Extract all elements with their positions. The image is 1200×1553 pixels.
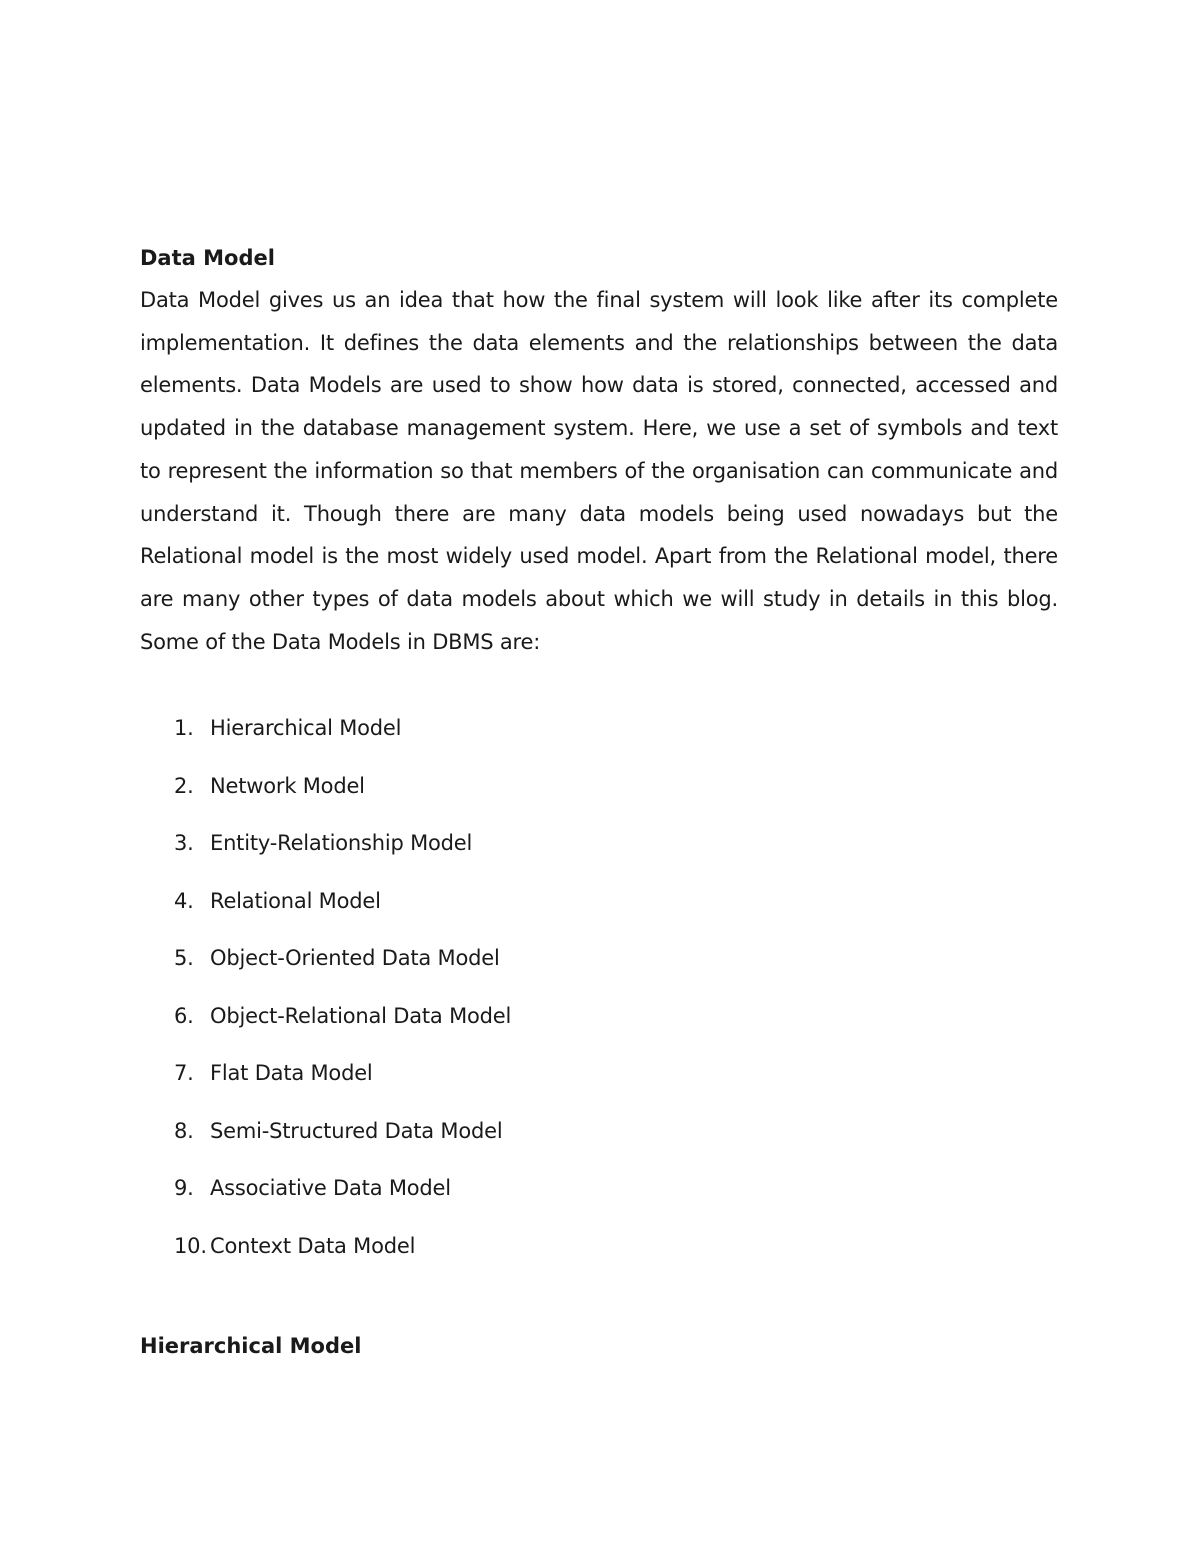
list-item-number: 2.: [174, 773, 194, 798]
list-item: [140, 713, 1058, 771]
list-item: [140, 1001, 1058, 1059]
list-item-label: Object-Oriented Data Model: [210, 946, 500, 971]
list-item: [140, 886, 1058, 944]
list-item-number: 8.: [174, 1118, 194, 1143]
document-body: [140, 243, 1058, 1361]
list-item-label: Network Model: [210, 773, 365, 798]
list-item: [140, 1173, 1058, 1231]
list-item-number: 3.: [174, 831, 194, 856]
list-item-label: Object-Relational Data Model: [210, 1003, 512, 1028]
list-item-label: Hierarchical Model: [210, 716, 402, 741]
list-item: [140, 1058, 1058, 1116]
list-item-number: 1.: [174, 716, 194, 741]
list-item-label: Relational Model: [210, 888, 381, 913]
list-item-number: 6.: [174, 1003, 194, 1028]
list-item-label: Context Data Model: [210, 1233, 416, 1258]
list-item-number: 10.: [174, 1233, 207, 1258]
data-model-list: [140, 713, 1058, 1288]
list-item: [140, 1116, 1058, 1174]
list-item: [140, 771, 1058, 829]
list-item-number: 7.: [174, 1061, 194, 1086]
list-item: [140, 828, 1058, 886]
list-item: [140, 943, 1058, 1001]
list-item: [140, 1231, 1058, 1289]
list-item-label: Associative Data Model: [210, 1176, 451, 1201]
list-item-number: 4.: [174, 888, 194, 913]
list-item-label: Flat Data Model: [210, 1061, 373, 1086]
section-title: Data Model: [140, 246, 275, 270]
intro-paragraph: Data Model gives us an idea that how the final system will look like after its complete implementation. It defines the data elements and the relationships between the data elements. Data Models are used to show how data is stored, connected, accessed and updated in the database management system. Here, we use a set of symbols and text to represent the information so that members of the organisation can communicate and understand it. Though there are many data models being used nowadays but the Relational model is the most widely used model. Apart from the Relational model, there are many other types of data models about which we will study in details in this blog. Some of the Data Models in DBMS are:: [140, 288, 1058, 654]
list-item-label: Entity-Relationship Model: [210, 831, 473, 856]
next-section-title: Hierarchical Model: [140, 1334, 362, 1359]
list-item-label: Semi-Structured Data Model: [210, 1118, 503, 1143]
list-item-number: 9.: [174, 1176, 194, 1201]
list-item-number: 5.: [174, 946, 194, 971]
